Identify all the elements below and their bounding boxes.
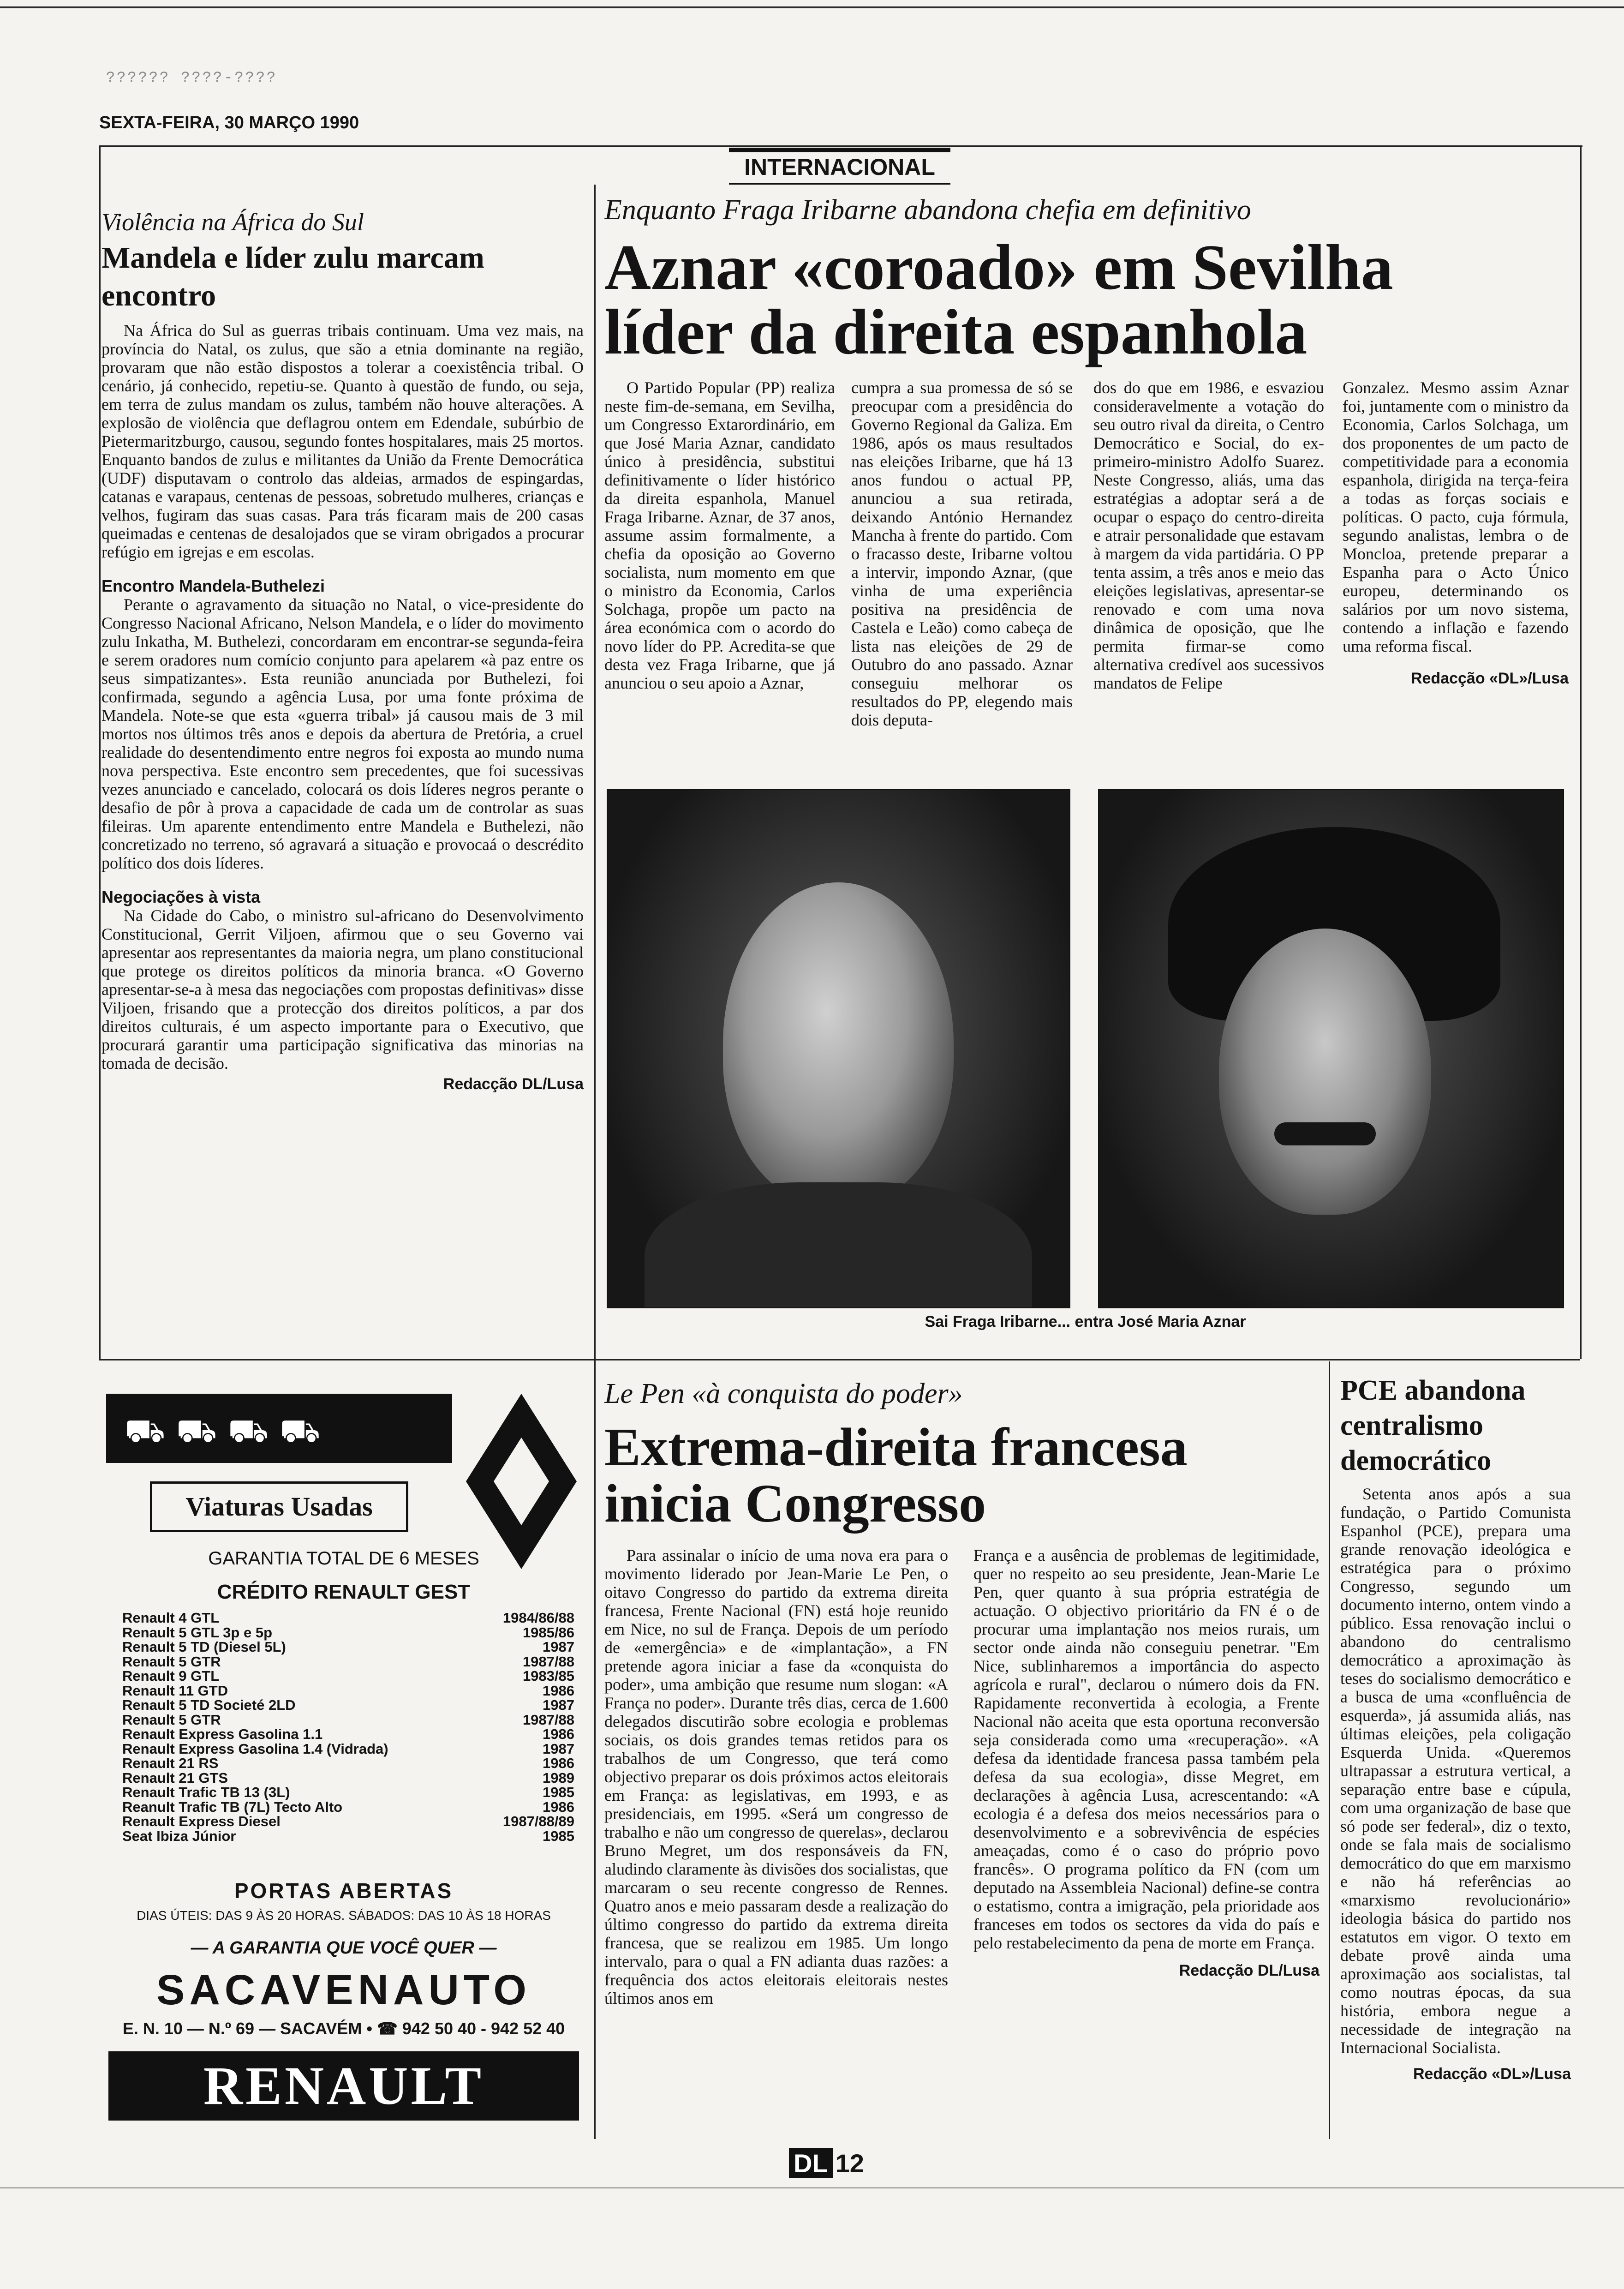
left-border <box>99 145 101 1359</box>
cars-banner <box>106 1394 452 1463</box>
aznar-column <box>1343 378 1569 688</box>
dl-logo: DL <box>789 2148 833 2178</box>
car-year: 1987/88/89 <box>502 1813 574 1829</box>
aznar-column <box>604 378 835 692</box>
ad-dealer: SACAVENAUTO <box>156 1966 531 2013</box>
car-year: 1984/86/88 <box>502 1610 574 1626</box>
car-model: Renault 21 RS <box>122 1755 219 1771</box>
car-list-item <box>122 1829 574 1844</box>
car-model: Renault Express Gasolina 1.4 (Vidrada) <box>122 1740 388 1757</box>
photo-jose-maria-aznar <box>1098 789 1564 1308</box>
lepen-column <box>604 1546 948 2007</box>
car-model: Renault Trafic TB 13 (3L) <box>122 1784 290 1800</box>
ad-open: PORTAS ABERTAS <box>234 1879 454 1903</box>
lepen-column <box>973 1546 1320 1980</box>
lepen-headline-line: Extrema-direita francesa <box>604 1417 1188 1477</box>
car-model: Renault Express Diesel <box>122 1813 281 1829</box>
car-year: 1987 <box>543 1740 574 1757</box>
car-model: Seat Ibiza Júnior <box>122 1828 236 1844</box>
car-year: 1985 <box>543 1784 574 1800</box>
car-model: Renault 11 GTD <box>122 1682 228 1699</box>
car-year: 1987/88 <box>522 1711 574 1728</box>
car-model: Renault 5 TD (Diesel 5L) <box>122 1639 286 1655</box>
car-year: 1986 <box>543 1682 574 1699</box>
page-border-top <box>99 145 1582 147</box>
pce-divider <box>1329 1361 1330 2139</box>
car-year: 1987 <box>543 1639 574 1655</box>
aznar-text: cumpra a sua promessa de só se preocupar com a presidência do Governo Regional da Galiza. Em 1986, após os maus resultados nas eleições Iribarne, que há 13 anos fundou o actual PP, anunciou a sua retirada, deixando António Hernandez Mancha à frente do partido. Com o fracasso deste, Iribarne voltou a intervir, impondo Aznar, (que vinha de uma experiência positiva na presidência de Castela e Leão) como cabeça de lista nas eleições de 29 de Outubro do ano passado. Aznar conseguiu melhorar os resultados do PP, elegendo mais dois deputa- <box>851 378 1073 729</box>
mandela-body <box>102 321 584 1073</box>
mandela-subhead: Encontro Mandela-Buthelezi <box>102 576 325 595</box>
aznar-text: Gonzalez. Mesmo assim Aznar foi, juntamente com o ministro da Economia, Carlos Solchaga, um dos proponentes de um pacto de competitividade para a economia espanhola, dirigida na terça-feira a todas as forças sociais e políticas. O pacto, cuja fórmula, segundo analistas, lembra o de Moncloa, pretende preparar a Espanha para o Acto Único europeu, determinando os salários por um novo sistema, contendo a inflação e fazendo uma reforma fiscal. <box>1343 378 1569 655</box>
car-year: 1983/85 <box>522 1668 574 1684</box>
aznar-text: dos do que em 1986, e esvaziou consideravelmente a votação do seu outro rival da direita, o Centro Democrático e Social, do ex-primeiro-ministro Adolfo Suarez. Neste Congresso, aliás, uma das estratégias a adoptar será a de ocupar o espaço do centro-direita e atrair personalidade que estavam à margem da vida partidária. O PP tenta assim, a três anos e meio das eleições legislativas, apresentar-se renovado e com uma nova dinâmica de oposição, que lhe permita firmar-se como alternativa credível aos sucessivos mandatos de Felipe <box>1093 378 1324 692</box>
mandela-subhead: Negociações à vista <box>102 887 261 906</box>
aznar-byline: Redacção «DL»/Lusa <box>1410 670 1569 687</box>
car-list-item <box>122 1611 574 1625</box>
pce-body <box>1340 1485 1571 2057</box>
aznar-headline <box>604 232 1573 368</box>
ad-address: E. N. 10 — N.º 69 — SACAVÉM • ☎ 942 50 40 - 942 52 40 <box>122 2019 565 2038</box>
car-year: 1989 <box>543 1769 574 1786</box>
car-list-item <box>122 1654 574 1669</box>
mandela-paragraph: Na Cidade do Cabo, o ministro sul-africano do Desenvolvimento Constitucional, Gerrit Viljoen, afirmou que o seu Governo vai apresentar aos representantes da maioria negra, um plano constitucional que protege os direitos políticos da minoria branca. «O Governo apresentar-se-a à mesa das negociações com propostas definitivas» disse Viljoen, frisando que a protecção dos direitos políticos, a par dos direitos culturais, é um aspecto importante para o Executivo, que procurará garantir uma participação significativa das minorias na tomada de decisão. <box>102 906 584 1073</box>
aznar-column <box>851 378 1073 729</box>
car-year: 1986 <box>543 1726 574 1742</box>
car-list-item <box>122 1727 574 1742</box>
renault-diamond-icon <box>466 1394 577 1569</box>
car-list-item <box>122 1625 574 1640</box>
car-year: 1986 <box>543 1798 574 1815</box>
car-list-item <box>122 1684 574 1698</box>
car-list-item <box>122 1814 574 1829</box>
ad-title: Viaturas Usadas <box>150 1481 408 1532</box>
car-model: Renault 9 GTL <box>122 1668 220 1684</box>
car-list-item <box>122 1698 574 1713</box>
car-list-item <box>122 1771 574 1786</box>
lepen-kicker: Le Pen «à conquista do poder» <box>604 1378 963 1409</box>
aznar-kicker: Enquanto Fraga Iribarne abandona chefia em definitivo <box>604 194 1251 226</box>
car-model: Renault 5 GTR <box>122 1653 221 1670</box>
pce-text: Setenta anos após a sua fundação, o Partido Comunista Espanhol (PCE), prepara uma grande renovação ideológica e estratégica para o próximo Congresso, segundo um documento interno, ontem vindo a público. Essa renovação inclui o abandono do centralismo democrático a aproximação às teses do socialismo democrático e a busca de uma «confluência de esquerda», já assumida aliás, nas últimas eleições, pela coligação Esquerda Unida. «Queremos ultrapassar a estrutura vertical, a separação entre base e cúpula, com uma organização de base que só pode ser federal», diz o texto, onde se fala mais de socialismo democrático do que em marxismo e não há referências ao «marxismo revolucionário» ideologia básica do partido nos estatutos em vigor. O texto em debate provê ainda uma aproximação aos socialistas, tal como noutras épocas, da sua história, embora negue a necessidade de integração na Internacional Socialista. <box>1340 1485 1571 2057</box>
lepen-text: Para assinalar o início de uma nova era para o movimento liderado por Jean-Marie Le Pen, o oitavo Congresso do partido da extrema direita francesa, Frente Nacional (FN) está hoje reunido em Nice, no sul de França. Depois de um período de «emergência» e de «implantação», a FN pretende agora iniciar a fase da «conquista do poder», uma ambição que resume num slogan: «A França no poder». Durante três dias, cerca de 1.600 delegados discutirão sobre ecologia e problemas sociais, os dois grandes temas retidos para os trabalhos de um Congresso, que terá como objectivo preparar os dois próximos actos eleitorais em França: as legislativas, em 1993, e as presidenciais, em 1995. «Será um congresso de trabalho e não um congresso de querelas», declarou Bruno Megret, um dos responsáveis da FN, aludindo claramente às divisões dos socialistas, que marcaram o seu recente congresso de Rennes. Quatro anos e meio passaram desde a realização do último congresso do partido da extrema direita francesa, que se realizou em 1985. Um longo intervalo, para o qual a FN adianta duas razões: a frequência dos actos eleitorais eleitorais nestes últimos anos em <box>604 1546 948 2007</box>
page-number: 12 <box>835 2149 864 2178</box>
lepen-headline-line: inicia Congresso <box>604 1473 986 1534</box>
car-icon: ⛟⛟⛟⛟ <box>125 1413 332 1449</box>
right-border <box>1580 145 1582 1359</box>
car-year: 1987/88 <box>522 1653 574 1670</box>
section-tag: INTERNACIONAL <box>729 148 950 185</box>
car-year: 1987 <box>543 1697 574 1713</box>
lepen-byline: Redacção DL/Lusa <box>1179 1962 1320 1979</box>
car-model: Renault 5 GTL 3p e 5p <box>122 1624 273 1641</box>
lepen-text: França e a ausência de problemas de legitimidade, quer no respeito ao seu presidente, Jean-Marie Le Pen, quer quanto à sua própria estratégia de actuação. O objectivo prioritário da FN é o de procurar uma implantação nos meios rurais, um sector onde ainda não conseguiu penetrar. "Em Nice, sublinharemos a importância do aspecto agrícola e rural", declarou o número dois da FN. Rapidamente reconvertida à ecologia, a Frente Nacional não aceita que esta oportuna reconversão seja considerada como uma «recuperação». «A defesa da identidade francesa passa também pela defesa da sua ecologia», disse Megret, em declarações à agência Lusa, acrescentando: «A ecologia é a defesa dos meios necessários para o desenvolvimento e a sobrevivência de espécies ameaçadas, como é o caso do próprio povo francês». O programa político da FN (com um deputado na Assembleia Nacional) define-se contra o estatismo, contra a imigração, pela prioridade aos franceses em todos os sectores da vida do país e pelo restabelecimento da pena de morte em França. <box>973 1546 1320 1952</box>
car-year: 1986 <box>543 1755 574 1771</box>
car-model: Renault 21 GTS <box>122 1769 228 1786</box>
renault-ad <box>104 1384 584 2132</box>
car-list <box>122 1611 574 1843</box>
header-scratch-text: ?????? ????-???? <box>106 69 278 86</box>
car-model: Renault 4 GTL <box>122 1610 220 1626</box>
car-list-item <box>122 1800 574 1815</box>
pce-article <box>1340 1373 1571 2083</box>
car-list-item <box>122 1785 574 1800</box>
car-list-item <box>122 1756 574 1771</box>
aznar-headline-line: líder da direita espanhola <box>604 296 1308 368</box>
lepen-headline <box>604 1419 1320 1532</box>
car-list-item <box>122 1640 574 1654</box>
footer-page-number <box>789 2148 864 2178</box>
ad-credit: CRÉDITO RENAULT GEST <box>217 1581 471 1603</box>
mandela-article <box>102 208 584 1093</box>
car-list-item <box>122 1713 574 1727</box>
aznar-headline-line: Aznar «coroado» em Sevilha <box>604 232 1393 303</box>
photo-fraga-iribarne <box>607 789 1070 1308</box>
pce-headline: PCE abandona centralismo democrático <box>1340 1375 1526 1476</box>
car-model: Renault 5 GTR <box>122 1711 221 1728</box>
ad-guarantee: GARANTIA TOTAL DE 6 MESES <box>208 1548 479 1569</box>
ad-hours: DIAS ÚTEIS: DAS 9 ÀS 20 HORAS. SÁBADOS: DAS 10 ÀS 18 HORAS <box>137 1908 551 1923</box>
mid-divider <box>99 1359 1580 1360</box>
pce-byline: Redacção «DL»/Lusa <box>1413 2065 1571 2083</box>
page-date: SEXTA-FEIRA, 30 MARÇO 1990 <box>99 113 359 132</box>
bottom-rule <box>0 2187 1624 2188</box>
car-model: Reanult Trafic TB (7L) Tecto Alto <box>122 1798 343 1815</box>
ad-brand: RENAULT <box>108 2051 579 2121</box>
mandela-kicker: Violência na África do Sul <box>102 208 364 236</box>
top-rule <box>0 6 1624 8</box>
aznar-text: O Partido Popular (PP) realiza neste fim-de-semana, em Sevilha, um Congresso Extarordinário, em que José Maria Aznar, candidato único à presidência, substitui definitivamente o líder histórico da direita espanhola, Manuel Fraga Iribarne. Aznar, de 37 anos, assume assim formalmente, a chefia da oposição ao Governo socialista, num momento em que o ministro da Economia, Carlos Solchaga, propõe um pacto na área económica com o acordo do novo líder do PP. Acredita-se que desta vez Fraga Iribarne, que já anunciou o seu apoio a Aznar, <box>604 378 835 692</box>
car-list-item <box>122 1669 574 1684</box>
mandela-headline: Mandela e líder zulu marcam encontro <box>102 241 484 312</box>
mandela-paragraph: Perante o agravamento da situação no Natal, o vice-presidente do Congresso Nacional Africano, Nelson Mandela, e o líder do movimento zulu Inkatha, M. Buthelezi, concordaram em encontrar-se segunda-feira e serem oradores num comício conjunto para apelarem «à paz entre os seus simpatizantes». Esta reunião anunciada por Buthelezi, foi confirmada, segundo a agência Lusa, por uma fonte próxima de Mandela. Note-se que esta «guerra tribal» já causou mais de 3 mil mortos nos últimos três anos e depois da abertura de Pretória, a cruel realidade do desentendimento entre negros foi exposta ao mundo numa nova perspectiva. Este encontro sem precedentes, que foi sucessivas vezes anunciado e cancelado, colocará os dois líderes negros perante o desafio de pôr à prova a capacidade de cada um de controlar as suas fileiras. Um aparente entendimento entre Mandela e Buthelezi, não concretizado no terreno, só agravará a situação e provocaá o descrédito político dos dois líderes. <box>102 595 584 872</box>
mandela-paragraph: Na África do Sul as guerras tribais continuam. Uma vez mais, na província do Natal, os zulus, que são a etnia dominante na região, provaram que não estão dispostos a tolerar a coexistência tribal. O cenário, já conhecido, repetiu-se. Quanto à questão de fundo, ou seja, em terra de zulus mandam os zulus, também não houve alterações. A explosão de violência que deflagrou ontem em Edendale, subúrbio de Pietermaritzburgo, causou, segundo fontes hospitalares, mais 25 mortos. Enquanto bandos de zulus e militantes da União da Frente Democrática (UDF) disputavam o controlo das aldeias, armados de espingardas, catanas e varapaus, centenas de pessoas, sobretudo mulheres, crianças e velhos, fugiram das suas casas. Para trás ficaram mais de 200 casas queimadas e centenas de desalojados que se viram obrigados a procurar refúgio em igrejas e em escolas. <box>102 321 584 561</box>
car-year: 1985 <box>543 1828 574 1844</box>
car-year: 1985/86 <box>522 1624 574 1641</box>
aznar-column <box>1093 378 1324 692</box>
car-list-item <box>122 1742 574 1756</box>
car-model: Renault 5 TD Societé 2LD <box>122 1697 296 1713</box>
column-divider <box>594 185 596 2139</box>
ad-slogan: — A GARANTIA QUE VOCÊ QUER — <box>191 1938 497 1958</box>
photo-caption: Sai Fraga Iribarne... entra José Maria Aznar <box>925 1313 1246 1330</box>
mandela-byline: Redacção DL/Lusa <box>443 1075 584 1093</box>
car-model: Renault Express Gasolina 1.1 <box>122 1726 323 1742</box>
